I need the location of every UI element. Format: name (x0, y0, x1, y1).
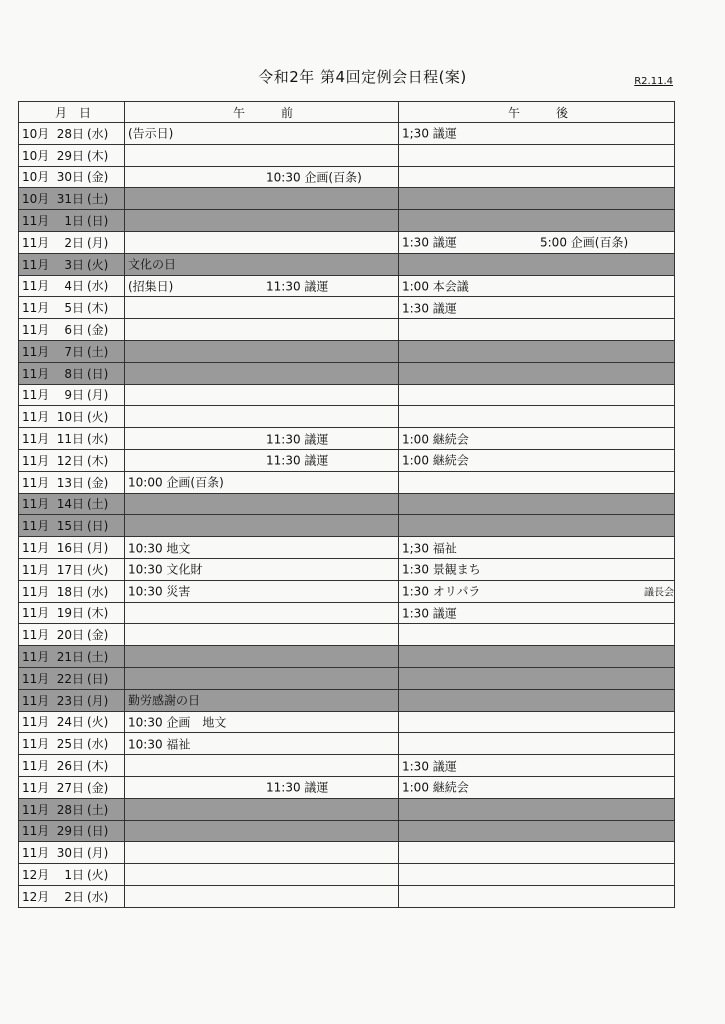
table-row (19, 340, 675, 362)
am-cell (125, 667, 399, 689)
date-cell (19, 493, 125, 515)
am-cell (125, 755, 399, 777)
day: 16日 (56, 541, 84, 556)
pm-cell (399, 515, 675, 537)
day: 8日 (64, 366, 84, 381)
pm-event-late: 5:00 企画(百条) (540, 235, 629, 250)
month: 11月 (22, 475, 50, 490)
pm-cell (399, 689, 675, 711)
am-cell (125, 580, 399, 602)
am-cell (125, 384, 399, 406)
am-cell (125, 885, 399, 907)
day: 9日 (64, 388, 84, 403)
am-note: 10:30 文化財 (128, 562, 203, 577)
day: 23日 (56, 693, 84, 708)
pm-cell (399, 842, 675, 864)
pm-cell (399, 624, 675, 646)
month: 11月 (22, 715, 50, 730)
weekday: (日) (87, 214, 109, 229)
month: 11月 (22, 693, 50, 708)
date-cell (19, 864, 125, 886)
date-cell (19, 231, 125, 253)
day: 2日 (64, 235, 84, 250)
table-row (19, 602, 675, 624)
pm-event: 1:30 景観まち (402, 562, 481, 577)
pm-event: 1:30 議運 (402, 606, 457, 621)
table-row (19, 428, 675, 450)
month: 11月 (22, 257, 50, 272)
table-row (19, 188, 675, 210)
month: 11月 (22, 780, 50, 795)
date-cell (19, 755, 125, 777)
day: 26日 (56, 759, 84, 773)
month: 11月 (22, 650, 50, 665)
weekday: (木) (87, 759, 109, 773)
am-cell (125, 428, 399, 450)
table-row (19, 733, 675, 755)
pm-event: 1:00 継続会 (402, 432, 469, 447)
table-row (19, 319, 675, 341)
weekday: (火) (87, 562, 109, 577)
schedule-table (18, 101, 675, 908)
pm-cell (399, 798, 675, 820)
pm-cell (399, 319, 675, 341)
month: 11月 (22, 562, 50, 577)
table-row (19, 515, 675, 537)
day: 12日 (56, 453, 84, 468)
weekday: (土) (87, 650, 109, 665)
month: 11月 (22, 584, 50, 599)
am-cell (125, 537, 399, 559)
am-cell (125, 515, 399, 537)
day: 13日 (56, 475, 84, 490)
day: 6日 (64, 323, 84, 338)
am-cell (125, 297, 399, 319)
date-cell (19, 253, 125, 275)
date-cell (19, 842, 125, 864)
weekday: (木) (87, 453, 109, 468)
pm-event: 1:30 議運 (402, 235, 457, 250)
am-event: 11:30 議運 (266, 780, 329, 795)
pm-event: 1:00 継続会 (402, 780, 469, 795)
weekday: (土) (87, 344, 109, 359)
date-cell (19, 820, 125, 842)
day: 27日 (56, 780, 84, 795)
day: 25日 (56, 737, 84, 752)
day: 14日 (56, 497, 84, 512)
pm-cell (399, 231, 675, 253)
day: 31日 (56, 192, 84, 207)
date-cell (19, 275, 125, 297)
pm-cell (399, 820, 675, 842)
table-row (19, 297, 675, 319)
month: 11月 (22, 410, 50, 425)
weekday: (金) (87, 780, 109, 795)
date-cell (19, 384, 125, 406)
date-cell (19, 188, 125, 210)
date-cell (19, 406, 125, 428)
pm-event: 1:30 議運 (402, 759, 457, 773)
am-cell (125, 733, 399, 755)
weekday: (月) (87, 388, 109, 403)
date-cell (19, 362, 125, 384)
weekday: (水) (87, 126, 109, 141)
table-row (19, 471, 675, 493)
month: 11月 (22, 541, 50, 556)
table-row (19, 253, 675, 275)
pm-cell (399, 428, 675, 450)
am-cell (125, 275, 399, 297)
weekday: (金) (87, 323, 109, 338)
table-row (19, 493, 675, 515)
am-note: 10:00 企画(百条) (128, 475, 224, 490)
table-row (19, 798, 675, 820)
pm-cell (399, 558, 675, 580)
header-row (19, 102, 675, 123)
date-cell (19, 602, 125, 624)
day: 28日 (56, 126, 84, 141)
date-cell (19, 428, 125, 450)
table-row (19, 210, 675, 232)
month: 11月 (22, 846, 50, 861)
day: 17日 (56, 562, 84, 577)
day: 11日 (56, 432, 84, 447)
weekday: (月) (87, 846, 109, 861)
date-cell (19, 624, 125, 646)
weekday: (土) (87, 802, 109, 817)
table-row (19, 776, 675, 798)
date-cell (19, 885, 125, 907)
weekday: (水) (87, 279, 109, 294)
am-event: 11:30 議運 (266, 453, 329, 468)
am-note: 文化の日 (128, 257, 177, 272)
am-cell (125, 166, 399, 188)
table-row (19, 558, 675, 580)
pm-cell (399, 580, 675, 602)
day: 28日 (56, 802, 84, 817)
weekday: (水) (87, 432, 109, 447)
am-cell (125, 624, 399, 646)
table-row (19, 231, 675, 253)
weekday: (日) (87, 366, 109, 381)
month: 12月 (22, 867, 50, 882)
am-cell (125, 711, 399, 733)
month: 11月 (22, 366, 50, 381)
table-row (19, 384, 675, 406)
day: 30日 (56, 846, 84, 861)
date-cell (19, 144, 125, 166)
pm-cell (399, 188, 675, 210)
table-row (19, 537, 675, 559)
pm-event: 1;30 福祉 (402, 541, 457, 556)
table-row (19, 144, 675, 166)
month: 12月 (22, 889, 50, 904)
pm-cell (399, 123, 675, 145)
month: 11月 (22, 737, 50, 752)
date-cell (19, 515, 125, 537)
month: 11月 (22, 802, 50, 817)
day: 24日 (56, 715, 84, 730)
table-row (19, 864, 675, 886)
am-cell (125, 646, 399, 668)
month: 10月 (22, 192, 50, 207)
am-cell (125, 471, 399, 493)
month: 10月 (22, 170, 50, 185)
weekday: (水) (87, 889, 109, 904)
day: 4日 (64, 279, 84, 294)
weekday: (月) (87, 693, 109, 708)
table-row (19, 580, 675, 602)
pm-cell (399, 297, 675, 319)
table-row (19, 449, 675, 471)
am-event: 11:30 議運 (266, 279, 329, 294)
am-note: (告示日) (128, 126, 174, 141)
pm-event: 1:30 議運 (402, 301, 457, 316)
am-cell (125, 820, 399, 842)
day: 20日 (56, 628, 84, 643)
date-cell (19, 711, 125, 733)
pm-cell (399, 755, 675, 777)
am-cell (125, 689, 399, 711)
am-note: 10:30 地文 (128, 541, 191, 556)
month: 11月 (22, 453, 50, 468)
pm-cell (399, 864, 675, 886)
day: 5日 (64, 301, 84, 316)
day: 18日 (56, 584, 84, 599)
date-stamp: R2.11.4 (634, 76, 673, 87)
am-cell (125, 602, 399, 624)
weekday: (土) (87, 497, 109, 512)
pm-event: 1:00 継続会 (402, 453, 469, 468)
am-cell (125, 864, 399, 886)
day: 1日 (64, 214, 84, 229)
date-cell (19, 210, 125, 232)
weekday: (火) (87, 257, 109, 272)
month: 11月 (22, 432, 50, 447)
pm-cell (399, 711, 675, 733)
am-note: 10:30 災害 (128, 584, 191, 599)
date-cell (19, 580, 125, 602)
table-row (19, 123, 675, 145)
day: 29日 (56, 148, 84, 163)
month: 11月 (22, 388, 50, 403)
table-row (19, 646, 675, 668)
am-cell (125, 798, 399, 820)
day: 19日 (56, 606, 84, 621)
weekday: (木) (87, 301, 109, 316)
table-row (19, 406, 675, 428)
pm-note: 議長会 (644, 587, 674, 599)
am-cell (125, 362, 399, 384)
date-cell (19, 123, 125, 145)
month: 11月 (22, 519, 50, 534)
day: 3日 (64, 257, 84, 272)
table-row (19, 885, 675, 907)
am-cell (125, 188, 399, 210)
weekday: (木) (87, 606, 109, 621)
table-row (19, 667, 675, 689)
am-cell (125, 319, 399, 341)
month: 11月 (22, 628, 50, 643)
am-cell (125, 558, 399, 580)
am-cell (125, 123, 399, 145)
month: 11月 (22, 497, 50, 512)
am-event: 11:30 議運 (266, 432, 329, 447)
pm-cell (399, 144, 675, 166)
date-cell (19, 449, 125, 471)
pm-cell (399, 602, 675, 624)
weekday: (日) (87, 519, 109, 534)
month: 11月 (22, 323, 50, 338)
month: 11月 (22, 344, 50, 359)
date-cell (19, 798, 125, 820)
date-cell (19, 471, 125, 493)
pm-cell (399, 471, 675, 493)
day: 7日 (64, 344, 84, 359)
day: 22日 (56, 671, 84, 686)
weekday: (土) (87, 192, 109, 207)
am-cell (125, 776, 399, 798)
table-row (19, 755, 675, 777)
date-cell (19, 340, 125, 362)
am-cell (125, 231, 399, 253)
table-row (19, 624, 675, 646)
weekday: (火) (87, 410, 109, 425)
month: 11月 (22, 235, 50, 250)
day: 29日 (56, 824, 84, 839)
page-title: 令和2年 第4回定例会日程(案) (258, 68, 467, 86)
am-note: 勤労感謝の日 (128, 693, 201, 708)
month: 11月 (22, 214, 50, 229)
pm-cell (399, 253, 675, 275)
date-cell (19, 319, 125, 341)
am-cell (125, 493, 399, 515)
day: 30日 (56, 170, 84, 185)
month: 11月 (22, 824, 50, 839)
table-row (19, 711, 675, 733)
day: 21日 (56, 650, 84, 665)
table-row (19, 166, 675, 188)
pm-cell (399, 776, 675, 798)
am-cell (125, 340, 399, 362)
pm-event: 1:30 オリパラ (402, 584, 481, 599)
pm-cell (399, 646, 675, 668)
month: 11月 (22, 759, 50, 773)
weekday: (日) (87, 671, 109, 686)
day: 2日 (64, 889, 84, 904)
day: 10日 (56, 410, 84, 425)
am-note: 10:30 福祉 (128, 737, 191, 752)
table-row (19, 362, 675, 384)
date-cell (19, 667, 125, 689)
month: 11月 (22, 301, 50, 316)
table-row (19, 820, 675, 842)
am-note: (招集日) (128, 279, 174, 294)
date-cell (19, 646, 125, 668)
pm-cell (399, 406, 675, 428)
date-cell (19, 689, 125, 711)
table-row (19, 275, 675, 297)
am-cell (125, 406, 399, 428)
month: 10月 (22, 126, 50, 141)
pm-cell (399, 733, 675, 755)
weekday: (金) (87, 475, 109, 490)
month: 11月 (22, 606, 50, 621)
header-pm: 午 後 (399, 102, 675, 123)
am-cell (125, 144, 399, 166)
date-cell (19, 558, 125, 580)
pm-event: 1:00 本会議 (402, 279, 469, 294)
pm-cell (399, 493, 675, 515)
pm-cell (399, 362, 675, 384)
header-am: 午 前 (125, 102, 399, 123)
pm-cell (399, 537, 675, 559)
pm-event: 1;30 議運 (402, 126, 457, 141)
am-event: 10:30 企画(百条) (266, 170, 362, 185)
am-cell (125, 210, 399, 232)
weekday: (火) (87, 715, 109, 730)
pm-cell (399, 384, 675, 406)
weekday: (日) (87, 824, 109, 839)
date-cell (19, 537, 125, 559)
weekday: (木) (87, 148, 109, 163)
weekday: (水) (87, 737, 109, 752)
pm-cell (399, 667, 675, 689)
pm-cell (399, 166, 675, 188)
date-cell (19, 297, 125, 319)
month: 11月 (22, 279, 50, 294)
pm-cell (399, 885, 675, 907)
am-cell (125, 842, 399, 864)
weekday: (火) (87, 867, 109, 882)
date-cell (19, 776, 125, 798)
am-cell (125, 449, 399, 471)
weekday: (金) (87, 170, 109, 185)
table-row (19, 689, 675, 711)
date-cell (19, 166, 125, 188)
date-cell (19, 733, 125, 755)
header-date: 月 日 (19, 102, 125, 123)
day: 15日 (56, 519, 84, 534)
weekday: (水) (87, 584, 109, 599)
month: 11月 (22, 671, 50, 686)
day: 1日 (64, 867, 84, 882)
table-row (19, 842, 675, 864)
pm-cell (399, 340, 675, 362)
weekday: (月) (87, 541, 109, 556)
weekday: (金) (87, 628, 109, 643)
am-note: 10:30 企画 地文 (128, 715, 227, 730)
am-cell (125, 253, 399, 275)
month: 10月 (22, 148, 50, 163)
pm-cell (399, 275, 675, 297)
pm-cell (399, 210, 675, 232)
pm-cell (399, 449, 675, 471)
weekday: (月) (87, 235, 109, 250)
